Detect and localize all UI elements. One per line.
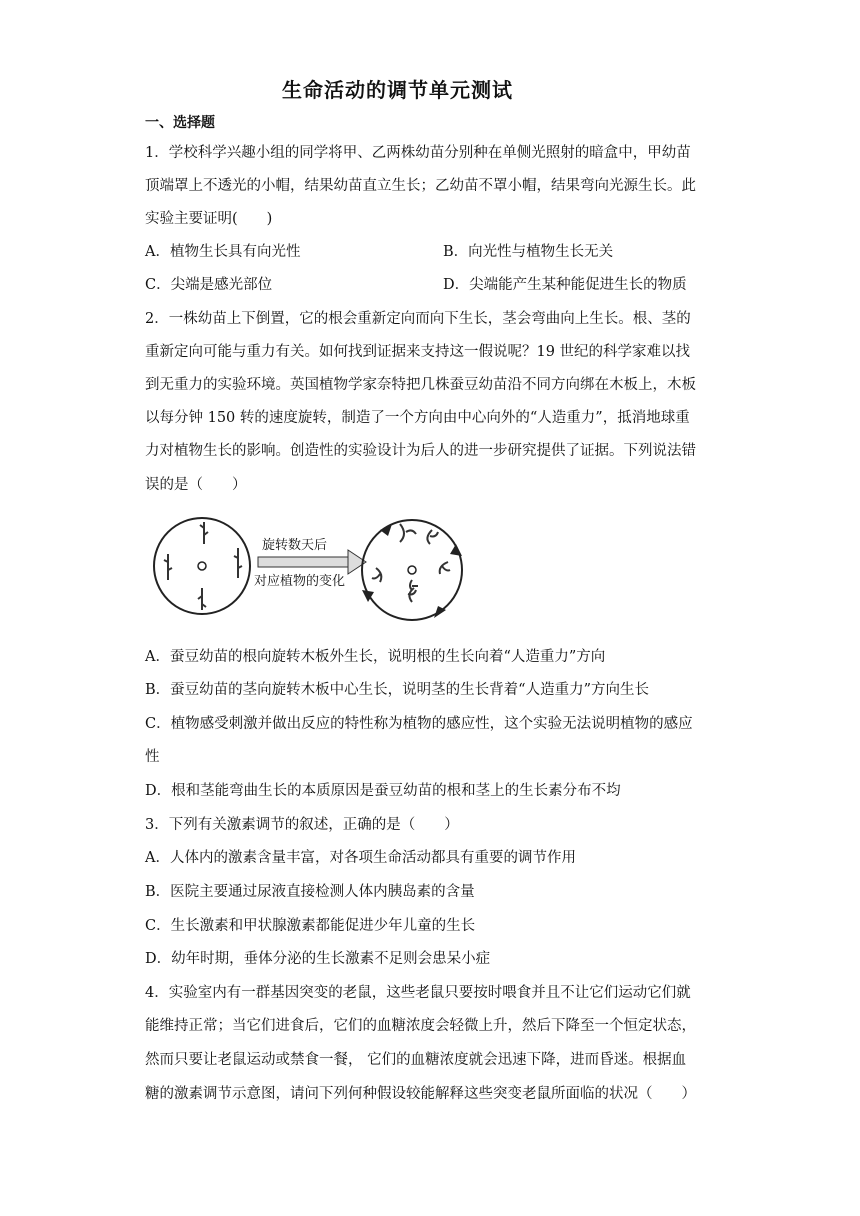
q1-option-a[interactable]: A．植物生长具有向光性 (145, 244, 301, 260)
q1-stem-line-2: 顶端罩上不透光的小帽，结果幼苗直立生长；乙幼苗不罩小帽，结果弯向光源生长。此 (145, 178, 696, 194)
q2-option-c-continued: 性 (145, 749, 160, 765)
board-before-center (198, 562, 206, 570)
q2-stem-line-6: 误的是（ ） (145, 477, 247, 493)
q1-option-b[interactable]: B．向光性与植物生长无关 (443, 244, 614, 260)
seedlings-before (164, 522, 242, 610)
q2-stem-line-5: 力对植物生长的影响。创造性的实验设计为后人的进一步研究提供了证据。下列说法错 (145, 443, 696, 459)
q3-option-b[interactable]: B．医院主要通过尿液直接检测人体内胰岛素的含量 (145, 884, 475, 900)
q1-option-d[interactable]: D．尖端能产生某种能促进生长的物质 (443, 277, 687, 293)
board-after-center (408, 566, 416, 574)
q2-option-d[interactable]: D．根和茎能弯曲生长的本质原因是蚕豆幼苗的根和茎上的生长素分布不均 (145, 783, 621, 799)
section-heading: 一、选择题 (145, 115, 215, 131)
q1-stem-line-3: 实验主要证明( ) (145, 211, 273, 227)
seedlings-after (372, 524, 450, 602)
q2-stem-line-2: 重新定向可能与重力有关。如何找到证据来支持这一假说呢？19 世纪的科学家难以找 (145, 344, 691, 360)
q3-option-a[interactable]: A．人体内的激素含量丰富，对各项生命活动都具有重要的调节作用 (145, 850, 576, 866)
q1-option-c[interactable]: C．尖端是感光部位 (145, 277, 273, 293)
q4-stem-line-3: 然而只要让老鼠运动或禁食一餐， 它们的血糖浓度就会迅速下降，进而昏迷。根据血 (145, 1052, 687, 1068)
q4-stem-line-1: 4．实验室内有一群基因突变的老鼠，这些老鼠只要按时喂食并且不让它们运动它们就 (145, 985, 691, 1001)
q3-stem: 3．下列有关激素调节的叙述，正确的是（ ） (145, 817, 459, 833)
q2-option-a[interactable]: A．蚕豆幼苗的根向旋转木板外生长，说明根的生长向着“人造重力”方向 (145, 649, 606, 665)
q2-stem-line-3: 到无重力的实验环境。英国植物学家奈特把几株蚕豆幼苗沿不同方向绑在木板上，木板 (145, 377, 696, 393)
q2-option-c[interactable]: C．植物感受刺激并做出反应的特性称为植物的感应性，这个实验无法说明植物的感应 (145, 716, 693, 732)
q2-stem-line-4: 以每分钟 150 转的速度旋转，制造了一个方向由中心向外的“人造重力”，抵消地球重 (145, 410, 690, 426)
rotation-experiment-figure (150, 510, 490, 630)
q2-stem-line-1: 2．一株幼苗上下倒置，它的根会重新定向而向下生长，茎会弯曲向上生长。根、茎的 (145, 311, 691, 327)
q3-option-c[interactable]: C．生长激素和甲状腺激素都能促进少年儿童的生长 (145, 918, 476, 934)
q3-option-d[interactable]: D．幼年时期，垂体分泌的生长激素不足则会患呆小症 (145, 951, 491, 967)
arrow-label-top: 旋转数天后 (262, 538, 328, 553)
q1-stem-line-1: 1．学校科学兴趣小组的同学将甲、乙两株幼苗分别种在单侧光照射的暗盒中，甲幼苗 (145, 145, 691, 161)
arrow-label-bottom: 对应植物的变化 (254, 574, 346, 589)
q4-stem-line-4: 糖的激素调节示意图，请问下列何种假设较能解释这些突变老鼠所面临的状况（ ） (145, 1086, 696, 1102)
q2-option-b[interactable]: B．蚕豆幼苗的茎向旋转木板中心生长，说明茎的生长背着“人造重力”方向生长 (145, 682, 649, 698)
q4-stem-line-2: 能维持正常；当它们进食后，它们的血糖浓度会轻微上升，然后下降至一个恒定状态， (145, 1018, 696, 1034)
page-title: 生命活动的调节单元测试 (282, 78, 513, 102)
